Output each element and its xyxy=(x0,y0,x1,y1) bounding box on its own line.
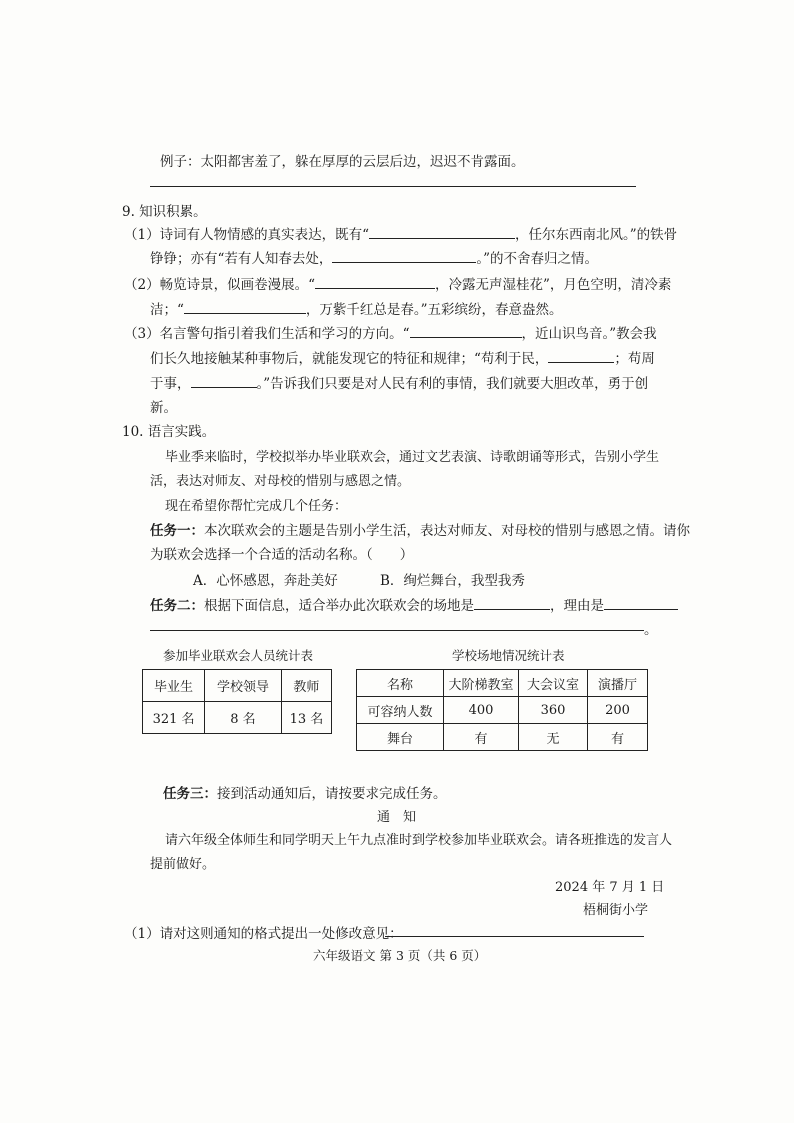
blank[interactable] xyxy=(474,597,550,610)
table2-caption: 学校场地情况统计表 xyxy=(452,648,565,663)
answer-line[interactable] xyxy=(385,936,644,937)
blank[interactable] xyxy=(332,250,476,263)
table-cell: 有 xyxy=(588,724,648,751)
task2-line1: 任务二：根据下面信息，适合举办此次联欢会的场地是 ，理由是 xyxy=(150,594,678,614)
q9-p2-line1: （2）畅览诗景，似画卷漫展。“ ，冷露无声湿桂花”，月色空明，清冷素 xyxy=(124,277,672,293)
q10-intro-line1: 毕业季来临时，学校拟举办毕业联欢会，通过文艺表演、诗歌朗诵等形式，告别小学生 xyxy=(165,450,660,465)
blank[interactable] xyxy=(410,325,522,338)
blank[interactable] xyxy=(191,375,257,388)
blank[interactable] xyxy=(604,597,678,610)
table-cell: 200 xyxy=(588,697,648,724)
table-header: 演播厅 xyxy=(588,670,648,697)
notice-line2: 提前做好。 xyxy=(150,857,216,872)
notice-signature: 梧桐街小学 xyxy=(583,903,649,918)
q9-p1-line2: 铮铮；亦有“若有人知春去处， 。”的不舍春归之情。 xyxy=(150,251,599,267)
blank[interactable] xyxy=(369,226,515,239)
blank[interactable] xyxy=(315,276,435,289)
notice-title: 通 知 xyxy=(377,810,417,825)
task2-period: 。 xyxy=(644,622,658,638)
table-cell: 13 名 xyxy=(281,702,331,734)
table-cell: 8 名 xyxy=(205,702,282,734)
blank[interactable] xyxy=(548,350,614,363)
table-cell: 可容纳人数 xyxy=(357,697,444,724)
example-sentence: 例子：太阳都害羞了，躲在厚厚的云层后边，迟迟不肯露面。 xyxy=(160,154,525,170)
table-header: 大会议室 xyxy=(519,670,588,697)
table-header: 名称 xyxy=(357,670,444,697)
q9-p2-line2: 洁；“ ，万紫千红总是春。”五彩缤纷，春意盎然。 xyxy=(150,302,563,318)
q9-p3-line3: 于事， 。”告诉我们只要是对人民有利的事情，我们就要大胆改革，勇于创 xyxy=(150,376,649,392)
task1-line1: 任务一：本次联欢会的主题是告别小学生活，表达对师友、对母校的惜别与感恩之情。请你 xyxy=(150,523,690,539)
answer-line[interactable] xyxy=(150,630,644,631)
blank[interactable] xyxy=(184,301,306,314)
answer-line[interactable] xyxy=(150,186,636,187)
q10-intro-line3: 现在希望你帮忙完成几个任务： xyxy=(165,499,348,514)
table-cell: 无 xyxy=(519,724,588,751)
table1-caption: 参加毕业联欢会人员统计表 xyxy=(163,648,314,663)
task1-line2: 为联欢会选择一个合适的活动名称。（ ） xyxy=(150,547,414,563)
table-header: 教师 xyxy=(281,670,331,702)
q10-title: 10. 语言实践。 xyxy=(122,424,216,440)
table-cell: 400 xyxy=(444,697,519,724)
q9-p1-line1: （1）诗词有人物情感的真实表达，既有“ ，任尔东西南北风。”的铁骨 xyxy=(124,227,678,243)
q9-p3-line1: （3）名言警句指引着我们生活和学习的方向。“ ，近山识鸟音。”教会我 xyxy=(124,326,657,342)
notice-line1: 请六年级全体师生和同学明天上午九点准时到学校参加毕业联欢会。请各班推选的发言人 xyxy=(165,833,673,848)
table-header: 大阶梯教室 xyxy=(444,670,519,697)
q9-title: 9. 知识积累。 xyxy=(122,204,207,220)
option-a[interactable]: A．心怀感恩，奔赴美好 xyxy=(193,573,338,589)
table-cell: 321 名 xyxy=(143,702,205,734)
notice-date: 2024 年 7 月 1 日 xyxy=(555,880,665,895)
table-cell: 360 xyxy=(519,697,588,724)
task3-line: 任务三：接到活动通知后，请按要求完成任务。 xyxy=(163,786,447,802)
q10-intro-line2: 活，表达对师友、对母校的惜别与感恩之情。 xyxy=(150,474,411,489)
page-footer: 六年级语文 第 3 页（共 6 页） xyxy=(313,948,487,963)
table-cell: 有 xyxy=(444,724,519,751)
personnel-table xyxy=(142,669,332,734)
sub-question-1: （1）请对这则通知的格式提出一处修改意见： xyxy=(124,926,403,942)
table-header: 学校领导 xyxy=(205,670,282,702)
table-header: 毕业生 xyxy=(143,670,205,702)
q9-p3-line4: 新。 xyxy=(150,400,177,416)
option-b[interactable]: B．绚烂舞台，我型我秀 xyxy=(380,573,525,589)
q9-p3-line2: 们长久地接触某种事物后，就能发现它的特征和规律；“苟利于民， ；苟周 xyxy=(150,351,655,367)
venue-table xyxy=(356,669,648,751)
table-cell: 舞台 xyxy=(357,724,444,751)
